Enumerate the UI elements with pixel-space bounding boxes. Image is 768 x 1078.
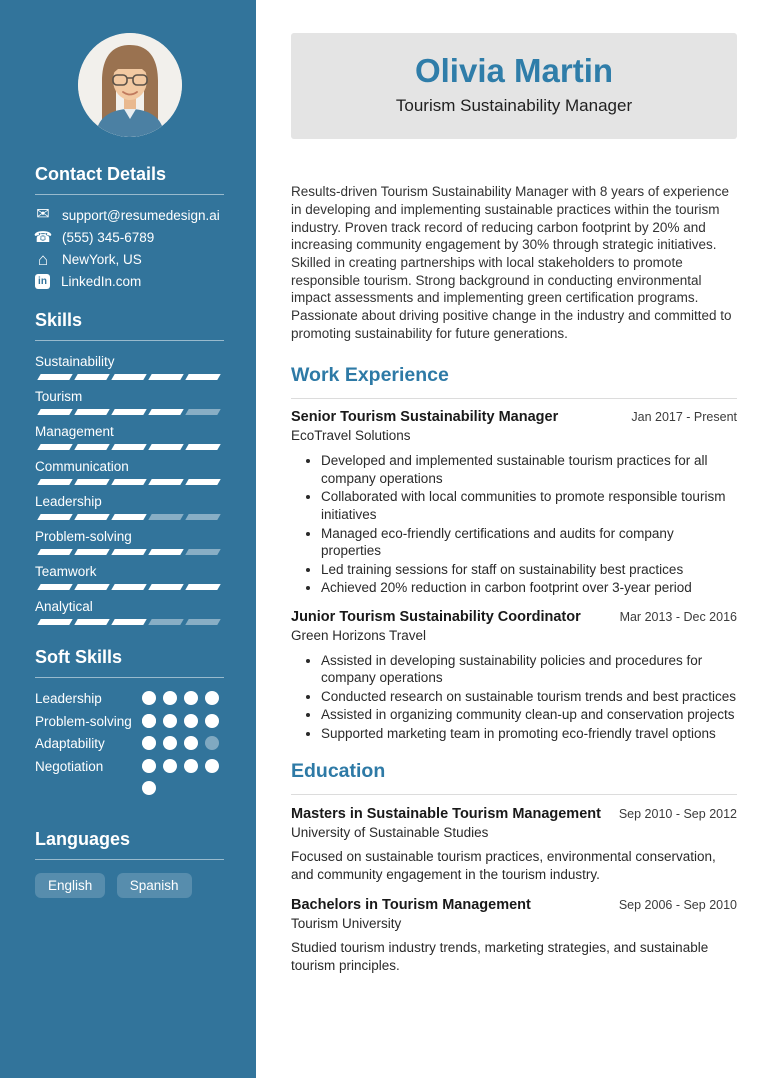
bar-segment [111, 549, 146, 555]
bullet-item: • Developed and implemented sustainable tourism practices for all company operations [321, 452, 737, 487]
education-heading: Education [291, 760, 737, 795]
soft-skill-label: Negotiation [35, 758, 104, 774]
rating-dot [163, 736, 177, 750]
rating-dot [163, 759, 177, 773]
bar-segment [74, 584, 109, 590]
job-dates: Mar 2013 - Dec 2016 [619, 609, 737, 624]
bullet-item: • Conducted research on sustainable tourism trends and best practices [321, 688, 737, 706]
soft-skill-rating [142, 714, 224, 728]
skill-item [35, 424, 224, 450]
rating-dot [205, 691, 219, 705]
bar-segment [37, 479, 72, 485]
profile-photo [78, 33, 182, 137]
skill-item [35, 564, 224, 590]
soft-skills-overflow-space [35, 781, 224, 807]
skills-heading: Skills [35, 310, 224, 341]
soft-skills-section [35, 647, 224, 807]
summary-paragraph: Results-driven Tourism Sustainability Manager with 8 years of experience in developing and implementing sustainable practices within the tourism industry. Proven track record of reducing carbon footprint by 20% and increasing community engagement by 30% through strategic initiatives. Skilled in creating partnerships with local stakeholders to promote responsible tourism. Strong background in conducting environmental impact assessments and implementing green certification programs. Passionate about driving positive change in the industry and committed to promoting sustainability for future generations. [291, 184, 732, 341]
skill-label: Sustainability [35, 354, 115, 369]
skill-item [35, 529, 224, 555]
bullet-item: • Led training sessions for staff on sustainability best practices [321, 561, 737, 579]
contact-item [35, 274, 224, 288]
education-description: Focused on sustainable tourism practices, environmental conservation, and community engagement in the tourism industry. [291, 849, 716, 882]
soft-skill-label: Problem-solving [35, 713, 132, 729]
job-dates: Jan 2017 - Present [631, 410, 737, 425]
education-section [291, 760, 737, 974]
bar-segment [111, 619, 146, 625]
skill-level-bar [35, 584, 224, 590]
bullet-item: • Supported marketing team in promoting eco-friendly travel options [321, 725, 737, 743]
languages-list [35, 873, 224, 898]
rating-dot [205, 759, 219, 773]
contact-text: (555) 345-6789 [62, 229, 155, 245]
contact-text: LinkedIn.com [61, 273, 142, 289]
bar-segment [74, 374, 109, 380]
education-entry [291, 897, 737, 974]
soft-skill-item [35, 691, 224, 714]
school-name: University of Sustainable Studies [291, 825, 489, 841]
education-entry [291, 806, 737, 883]
job-header [291, 609, 737, 625]
rating-dot [142, 736, 156, 750]
rating-dot [205, 736, 219, 750]
education-dates: Sep 2010 - Sep 2012 [618, 807, 737, 822]
rating-dot [184, 736, 198, 750]
bullet-item: • Collaborated with local communities to promote responsible tourism initiatives [321, 488, 737, 523]
bar-segment [148, 444, 183, 450]
rating-dot [142, 781, 156, 795]
skill-level-bar [35, 514, 224, 520]
education-header [291, 806, 737, 822]
bar-segment [74, 479, 109, 485]
education-list [291, 806, 737, 974]
bar-segment [111, 409, 146, 415]
bar-segment [185, 549, 220, 555]
bar-segment [37, 374, 72, 380]
skill-level-bar [35, 409, 224, 415]
skill-label: Teamwork [35, 564, 97, 579]
job-header [291, 409, 737, 425]
home-icon [35, 251, 51, 267]
bullet-item: • Assisted in organizing community clean-up and conservation projects [321, 706, 737, 724]
skill-level-bar [35, 549, 224, 555]
main-content [291, 33, 737, 988]
bar-segment [74, 444, 109, 450]
soft-skills-heading: Soft Skills [35, 647, 224, 678]
soft-skills-list [35, 691, 224, 781]
bar-segment [111, 444, 146, 450]
bar-segment [37, 409, 72, 415]
soft-skill-label: Leadership [35, 691, 102, 706]
rating-dot [142, 714, 156, 728]
soft-skill-item [35, 759, 224, 782]
degree-title: Masters in Sustainable Tourism Management [291, 806, 601, 823]
soft-skill-rating [142, 691, 224, 705]
skill-item [35, 599, 224, 625]
rating-dot [184, 691, 198, 705]
bar-segment [74, 549, 109, 555]
job-title: Senior Tourism Sustainability Manager [291, 409, 559, 426]
soft-skill-label: Adaptability [35, 736, 105, 751]
bar-segment [37, 549, 72, 555]
bar-segment [185, 514, 220, 520]
rating-dot [142, 691, 156, 705]
bar-segment [74, 619, 109, 625]
language-pill: English [35, 873, 105, 898]
bar-segment [185, 444, 220, 450]
education-header [291, 897, 737, 913]
soft-skill-item [35, 714, 224, 737]
bullet-item: • Managed eco-friendly certifications and audits for company properties [321, 525, 737, 560]
work-experience-heading: Work Experience [291, 364, 737, 399]
bar-segment [111, 584, 146, 590]
skill-level-bar [35, 619, 224, 625]
rating-dot [184, 714, 198, 728]
linkedin-icon [35, 274, 50, 289]
bar-segment [37, 619, 72, 625]
languages-heading: Languages [35, 829, 224, 860]
skill-item [35, 389, 224, 415]
skills-list [35, 354, 224, 625]
job-title: Junior Tourism Sustainability Coordinator [291, 608, 581, 625]
language-pill: Spanish [117, 873, 192, 898]
skill-item [35, 494, 224, 520]
job-entry [291, 409, 737, 596]
rating-dot [184, 759, 198, 773]
bar-segment [37, 514, 72, 520]
sidebar [0, 0, 256, 1078]
contact-list [35, 208, 224, 288]
skill-label: Communication [35, 459, 129, 474]
education-dates: Sep 2006 - Sep 2010 [618, 898, 737, 913]
bar-segment [148, 514, 183, 520]
rating-dot [142, 759, 156, 773]
bar-segment [185, 409, 220, 415]
envelope-icon [35, 207, 51, 223]
job-company: EcoTravel Solutions [291, 428, 411, 444]
bar-segment [185, 619, 220, 625]
skill-item [35, 354, 224, 380]
job-entry [291, 609, 737, 743]
job-bullets [291, 652, 737, 743]
work-experience-section [291, 364, 737, 742]
avatar-illustration [78, 33, 182, 137]
bar-segment [148, 479, 183, 485]
bar-segment [37, 584, 72, 590]
contact-item [35, 230, 224, 244]
rating-dot [205, 714, 219, 728]
languages-section [35, 829, 224, 898]
skills-section [35, 310, 224, 625]
bar-segment [185, 479, 220, 485]
phone-icon [35, 229, 51, 245]
bar-segment [148, 374, 183, 380]
soft-skill-item [35, 736, 224, 759]
skill-label: Leadership [35, 494, 102, 509]
skill-label: Problem-solving [35, 529, 132, 544]
bar-segment [111, 479, 146, 485]
bar-segment [111, 374, 146, 380]
skill-level-bar [35, 444, 224, 450]
rating-dot [163, 691, 177, 705]
contact-text: support@resumedesign.ai [62, 207, 220, 223]
bar-segment [37, 444, 72, 450]
skill-label: Tourism [35, 389, 83, 404]
school-name: Tourism University [291, 916, 402, 932]
skill-item [35, 459, 224, 485]
bar-segment [148, 584, 183, 590]
bullet-item: • Achieved 20% reduction in carbon footprint over 3-year period [321, 579, 737, 597]
contact-item [35, 208, 224, 222]
header-band [291, 33, 737, 139]
contact-section [35, 164, 224, 288]
rating-dot [163, 714, 177, 728]
contact-item [35, 252, 224, 266]
candidate-name: Olivia Martin [414, 52, 614, 89]
bar-segment [74, 409, 109, 415]
bullet-item: • Assisted in developing sustainability policies and procedures for company operations [321, 652, 737, 687]
jobs-list [291, 409, 737, 742]
education-description: Studied tourism industry trends, marketing strategies, and sustainable tourism principles. [291, 940, 709, 973]
bar-segment [148, 409, 183, 415]
skill-level-bar [35, 374, 224, 380]
skill-label: Analytical [35, 599, 93, 614]
contact-heading: Contact Details [35, 164, 224, 195]
soft-skill-rating [142, 759, 224, 773]
bar-segment [111, 514, 146, 520]
contact-text: NewYork, US [62, 251, 142, 267]
bar-segment [148, 549, 183, 555]
skill-level-bar [35, 479, 224, 485]
bar-segment [185, 584, 220, 590]
candidate-title: Tourism Sustainability Manager [395, 96, 633, 116]
degree-title: Bachelors in Tourism Management [291, 897, 531, 914]
bar-segment [74, 514, 109, 520]
job-bullets [291, 452, 737, 596]
skill-label: Management [35, 424, 114, 439]
job-company: Green Horizons Travel [291, 627, 427, 643]
bar-segment [148, 619, 183, 625]
bar-segment [185, 374, 220, 380]
soft-skill-rating [142, 736, 224, 750]
